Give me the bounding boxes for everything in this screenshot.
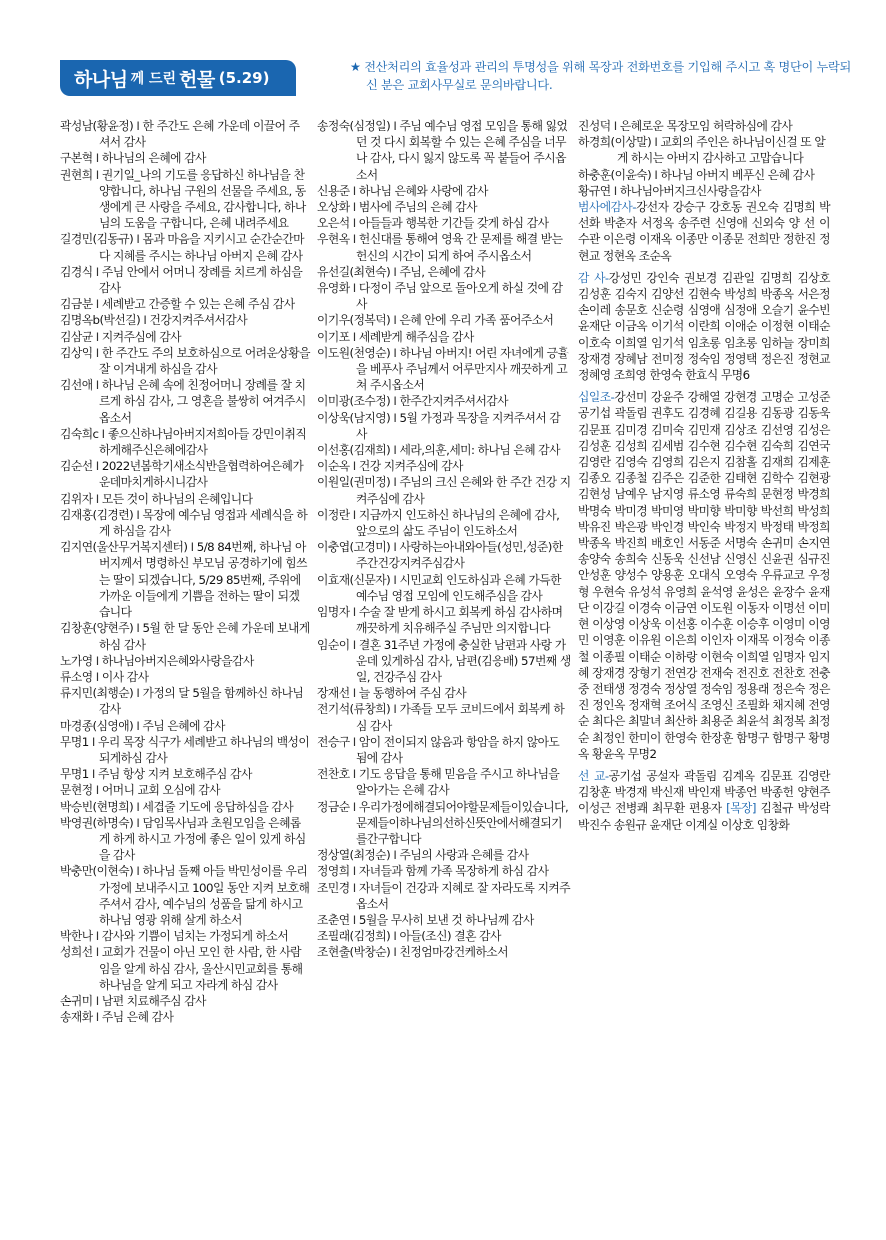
donor-name: 김경식 (60, 264, 93, 279)
offering-message: 이사 감사 (101, 669, 149, 684)
offering-entry (317, 118, 571, 183)
offering-entry (60, 993, 310, 1009)
offering-message: 하나님 돌째 아들 박민성이를 우리 가정에 보내주시고 100일 동안 지켜 보호해 주셔서 감사, 예수님의 성품을 닮게 하시고 하나님 영광 위해 살게 하소서 (98, 864, 310, 927)
offering-entry (578, 183, 830, 199)
donor-name: 오상화 (317, 200, 350, 215)
offering-message: 세례받고 간증할 수 있는 은혜 주심 감사 (101, 297, 295, 312)
offering-message: 하나님 은혜와 사랑에 감사 (358, 183, 488, 198)
offering-message: 사랑하는아내와아들(성민,성준)한주간건강지켜주심감사 (355, 540, 563, 571)
offering-message: 아들(조신) 결혼 감사 (399, 929, 501, 944)
separator: I (140, 313, 150, 328)
offering-message: 건강 지켜주심에 감사 (358, 459, 463, 474)
offering-message: 건강지켜주셔서감사 (149, 313, 248, 328)
offering-message: 가족들 모두 코비드에서 회복케 하심 감사 (355, 702, 565, 733)
offering-entry (317, 458, 571, 474)
offering-entry (60, 620, 310, 652)
offering-message: 아들들과 행복한 기간들 갖게 하심 감사 (358, 216, 549, 231)
offering-entry (317, 847, 571, 863)
offering-entry (60, 491, 310, 507)
separator: I (92, 993, 102, 1008)
group-names: 강선자 강승구 강호동 권오숙 김명희 박선화 박춘자 서정옥 송주련 신영애 신외숙 양 선 이수관 이은령 이재옥 이종만 이종문 전희만 정한진 정현교 정현옥 조순옥 (578, 200, 830, 263)
offering-message: 지금까지 인도하신 하나님의 은혜에 감사, 앞으로의 삶도 주님이 인도하소서 (355, 507, 560, 539)
donor-name: 김금분 (60, 297, 93, 312)
separator: I (390, 443, 400, 458)
offering-message: 주님, 은혜에 감사 (399, 264, 486, 279)
offering-entry (578, 118, 830, 134)
donor-name: 유영화 (317, 281, 350, 296)
offering-entry (60, 296, 310, 312)
donor-name: 조필래(김정희) (317, 929, 391, 944)
separator: I (92, 1010, 102, 1025)
offering-entry (60, 1009, 310, 1025)
separator: I (349, 767, 359, 782)
offering-entry (317, 474, 571, 506)
offering-message: 담임목사님과 초원모임을 은혜롭게 하게 하시고 가정에 좋은 일이 있게 하심을 감사 (98, 815, 306, 863)
donor-name: 김재홍(김경련) (60, 507, 134, 522)
offering-message: 하나님 아버지! 어린 자녀에게 긍휼을 베푸사 주님께서 어루만지사 깨끗하게 고쳐 주시옵소서 (355, 345, 569, 393)
offering-group (578, 270, 830, 383)
separator: I (390, 929, 400, 944)
separator: I (133, 119, 143, 133)
offering-message: 주님 은혜 감사 (101, 1010, 174, 1025)
title-banner (60, 60, 296, 96)
offering-entry (317, 734, 571, 766)
separator: I (349, 459, 359, 474)
offering-entry (60, 264, 310, 296)
offering-message: 5월 가정과 목장을 지켜주셔서 감사 (355, 410, 561, 441)
offering-entry (60, 167, 310, 232)
donor-name: 김순선 (60, 459, 93, 474)
donor-name: 이정란 (317, 507, 350, 522)
title-main-2: 헌물 (179, 68, 215, 91)
offering-entry (317, 912, 571, 928)
separator: I (92, 491, 102, 506)
offering-entry (60, 734, 310, 766)
offering-entry (317, 637, 571, 686)
separator: I (349, 686, 359, 701)
separator: I (390, 572, 400, 587)
offering-message: 교회의 주인은 하나님이신걸 또 알게 하시는 아버지 감사하고 고맙습니다 (616, 135, 826, 166)
offering-message: 자녀들과 함께 가족 목장하게 하심 감사 (358, 864, 549, 879)
separator: I (133, 799, 143, 814)
offering-message: 우리가정에해결되어야할문제들이있습니다,문제들이하나님의선하신뜻안에서해결되기를간구합니다 (355, 799, 569, 846)
separator: I (88, 734, 98, 749)
offering-entry (317, 199, 571, 215)
offering-message: 좋으신하나님아버지저희아들 강민이취직하게해주신은혜에감사 (98, 426, 307, 458)
separator: I (92, 329, 102, 344)
page-header (60, 60, 851, 102)
separator: I (349, 200, 359, 215)
separator: I (133, 815, 143, 830)
offering-column-1 (60, 118, 310, 1025)
group-label: 범사에감사- (578, 200, 636, 215)
donor-name: 노가영 (60, 653, 93, 668)
offering-entry (60, 377, 310, 426)
separator: I (390, 475, 400, 490)
separator: I (133, 232, 143, 247)
offering-message: 자녀들이 건강과 지혜로 잘 자라도록 지켜주옵소서 (355, 880, 571, 911)
offering-entry (60, 231, 310, 263)
offering-entry (317, 766, 571, 798)
offering-entry (60, 928, 310, 944)
separator: I (610, 119, 620, 133)
separator: I (92, 929, 102, 944)
separator: I (349, 507, 359, 522)
separator: I (92, 345, 102, 360)
separator: I (610, 183, 620, 198)
offering-entry (60, 345, 310, 377)
offering-message: 주님의 사랑과 은혜를 감사 (399, 848, 529, 863)
donor-name: 정영희 (317, 864, 350, 879)
offering-message: 우리 목장 식구가 세례받고 하나님의 백성이 되게하심 감사 (98, 734, 310, 765)
separator: I (92, 151, 102, 166)
separator: I (92, 669, 102, 684)
offering-message: 결혼 31주년 가정에 충실한 남편과 사랑 가운데 있게하심 감사, 남편(김응배) 57번째 생일, 건강주심 감사 (355, 637, 571, 684)
donor-name: 조현출(박창순) (317, 945, 391, 960)
separator: I (390, 264, 400, 279)
group-names-2: 김철규 박성락 박진수 송원규 윤재단 이계실 이상호 임창화 (578, 801, 831, 832)
separator: I (349, 734, 359, 749)
donor-name: 마경종(심영애) (60, 718, 134, 733)
separator: I (390, 410, 400, 425)
separator: I (133, 686, 143, 701)
offering-entry (60, 799, 310, 815)
separator: I (349, 281, 359, 296)
group-names: 강선미 강윤주 강해열 강현경 고명순 고성준 공기섭 곽돌림 권후도 김경혜 김길용 김동광 김동욱 김문표 김미경 김미숙 김민재 김상조 김선영 김성은 김성훈 김성희 김세범 김수현 김수현 김숙희 김연국 김영란 김영숙 김영희 김은지 김참홀 김재희 김제훈 김종오 김종철 김주은 김준한 김태현 김학수 김현광 김현성 남예우 남지영 류소영 류숙희 문현정 박경희 박명숙 박미경 박미영 박미향 박미향 박선희 박성희 박유진 박은광 박인경 박인숙 박정지 박정태 박정희 박종옥 박진희 배호인 서동준 서명숙 손귀미 손지연 송양숙 송희숙 신동욱 신선남 신영신 신윤권 심규진 안성훈 양성수 양용훈 오대식 오영숙 우류교코 우정형 우현숙 유성석 유영희 윤석영 윤성은 윤장수 윤재단 이강길 이경숙 이금연 이도원 이동자 이명선 이미현 이상영 이상욱 이선홍 이수훈 이승후 이영미 이영민 이영훈 이유원 이은희 이인자 이재목 이정숙 이종철 이종필 이태순 이하랑 이현숙 이희열 임명자 임지혜 장재경 장형기 전연강 전재숙 전진호 전찬호 전충중 전태생 정경숙 정상열 정숙임 정용래 정은숙 정은진 정인옥 정재혁 조어식 조영신 조필화 채지혜 전영순 최다은 최말녀 최산하 최용준 최윤석 최정복 최정순 최정인 한미이 한영숙 한장훈 함명구 함명구 황명옥 황윤옥 무명2 (578, 390, 830, 761)
donor-name: 김명옥b(박선길) (60, 313, 141, 328)
notice-text: ★ 전산처리의 효율성과 관리의 투명성을 위해 목장과 전화번호를 기입해 주시고 혹 명단이 누락되신 분은 교회사무실로 문의바랍니다. (350, 60, 851, 92)
donor-name: 황규연 (578, 183, 611, 198)
offering-message: 하나님아버지크신사랑을감사 (619, 183, 761, 198)
offering-entry (578, 167, 830, 183)
offering-entry (317, 507, 571, 539)
separator: I (92, 945, 102, 960)
offering-message: 은혜로운 목장모임 허락하심에 감사 (619, 119, 793, 133)
donor-name: 이기포 (317, 329, 350, 344)
donor-name: 전승구 (317, 734, 350, 749)
offering-message: 2022년봄학기새소식반을협력하여은혜가운데마치게하시니감사 (98, 459, 304, 490)
offering-message: 친정엄마강건케하소서 (399, 945, 508, 960)
offering-entry (60, 685, 310, 717)
separator: I (390, 119, 400, 133)
group-label: 선 교- (578, 768, 609, 783)
offering-message: 기도 응답을 통해 믿음을 주시고 하나님을 알아가는 은혜 감사 (355, 767, 560, 798)
donor-name: 길경민(김동규) (60, 232, 134, 247)
offering-message: 목장에 예수님 영접과 세례식을 하게 하심을 감사 (98, 507, 308, 539)
separator: I (349, 183, 359, 198)
donor-name: 김삼균 (60, 329, 93, 344)
offering-message: 가정의 달 5월을 함께하신 하나님 감사 (98, 686, 304, 717)
offering-entry (60, 312, 310, 328)
donor-name: 이원일(권미정) (317, 475, 391, 490)
donor-name: 무명1 (60, 767, 89, 782)
offering-message: 주님의 크신 은혜와 한 주간 건강 지켜주심에 감사 (355, 475, 571, 506)
title-main: 하나님 (74, 68, 128, 91)
donor-name: 임명자 (317, 605, 350, 620)
separator: I (349, 912, 359, 927)
offering-entry (317, 264, 571, 280)
offering-message: 한주간지켜주셔서감사 (399, 394, 508, 409)
separator: I (133, 621, 143, 636)
offering-message: 다정이 주님 앞으로 돌아오게 하실 것에 감사 (355, 281, 563, 312)
donor-name: 무명1 (60, 734, 89, 749)
separator: I (133, 718, 143, 733)
donor-name: 송재화 (60, 1010, 93, 1025)
donor-name: 박충만(이현숙) (60, 864, 134, 879)
offering-message: 주님 예수님 영접 모임을 통해 잃었던 것 다시 회복할 수 있는 은혜 주심을 너무나 감사, 다시 잃지 않도록 꼭 붙들어 주시옵소서 (355, 119, 568, 182)
donor-name: 김숙희c (60, 426, 99, 441)
offering-entry (317, 928, 571, 944)
group-label: 감 사- (578, 270, 609, 285)
offering-entry (317, 329, 571, 345)
offering-message: 5월을 무사히 보낸 것 하나님께 감사 (358, 912, 534, 927)
donor-name: 하경희(이상말) (578, 135, 652, 150)
offering-column-3-entries (578, 118, 830, 199)
separator: I (349, 232, 359, 247)
separator: I (92, 783, 102, 798)
group-label: 십일조- (578, 390, 615, 405)
offering-message: 세례받게 해주심을 감사 (358, 329, 474, 344)
offering-entry (317, 863, 571, 879)
offering-entry (317, 410, 571, 442)
offering-message: 주님 은혜에 감사 (142, 718, 225, 733)
donor-name: 이순옥 (317, 459, 350, 474)
donor-name: 정금순 (317, 799, 350, 814)
donor-name: 장재선 (317, 686, 350, 701)
offering-message: 하나님 아버지 베푸신 은혜 감사 (660, 167, 815, 182)
offering-entry (317, 280, 571, 312)
offering-message: 은혜 안에 우리 가족 품어주소서 (399, 313, 554, 328)
offering-message: 헌신대를 통해여 영육 간 문제를 해결 받는 헌신의 시간이 되게 하여 주시옵소서 (355, 232, 563, 263)
offering-message: 지켜주심에 감사 (101, 329, 182, 344)
group-names: 강성민 강인숙 권보경 김관일 김명희 김상호 김성훈 김숙지 김양선 김현숙 박성희 박종옥 서은정 손이레 송문호 신순령 심영애 심정애 오슬기 윤수빈 윤재단 이금옥 이기석 이란희 이애순 이정현 이태순 이호숙 이희열 임기석 임초롱 임초롱 임하늘 장미희 장재경 장혜남 전미정 정숙임 정영택 정은진 정현교 정혜영 조희영 한영숙 한효식 무명6 (578, 270, 830, 383)
offering-entry (578, 134, 830, 166)
donor-name: 임순이 (317, 637, 350, 652)
separator: I (98, 426, 108, 441)
separator: I (92, 167, 102, 182)
separator: I (88, 767, 98, 782)
separator: I (92, 459, 102, 474)
offering-entry (317, 572, 571, 604)
separator: I (349, 329, 359, 344)
donor-name: 송정숙(심정일) (317, 119, 391, 133)
offering-entry (317, 539, 571, 571)
separator: I (187, 540, 197, 555)
title-connector: 께 드린 (130, 71, 177, 87)
offering-entry (60, 329, 310, 345)
separator: I (92, 297, 102, 312)
donor-name: 신용준 (317, 183, 350, 198)
offering-group (578, 768, 830, 833)
donor-name: 김상익 (60, 345, 93, 360)
group-sublabel: [목장] (726, 801, 756, 816)
offering-entry (317, 604, 571, 636)
offering-message: 늘 동행하여 주심 감사 (358, 686, 467, 701)
offering-entry (60, 815, 310, 864)
separator: I (390, 313, 400, 328)
separator: I (390, 394, 400, 409)
offering-message: 5/8 84번째, 하나님 아버지께서 명령하신 부모님 공경하기에 힘쓰는 딸이 되겠습니다, 5/29 85번째, 주위에 가까운 이들에게 기쁨을 전하는 딸이 되겠습니다 (98, 540, 307, 620)
offering-message: 세겹줄 기도에 응답하심을 감사 (142, 799, 294, 814)
offering-entry (317, 393, 571, 409)
donor-name: 류지민(최행순) (60, 686, 134, 701)
offering-entry (317, 685, 571, 701)
offering-message: 세라,의훈,세미: 하나님 은혜 감사 (399, 443, 560, 458)
separator: I (349, 605, 359, 620)
offering-message: 하나님아버지은혜와사랑을감사 (101, 653, 254, 668)
donor-name: 이충엽(고경미) (317, 540, 391, 555)
separator: I (133, 507, 143, 522)
offering-entry (60, 539, 310, 620)
separator: I (92, 378, 102, 393)
donor-name: 이상욱(남지영) (317, 410, 391, 425)
offering-entry (60, 944, 310, 993)
donor-name: 전기석(류창희) (317, 702, 391, 717)
donor-name: 이선홍(김재희) (317, 443, 391, 458)
offering-column-2 (317, 118, 571, 961)
offering-group (578, 389, 830, 762)
donor-name: 김선애 (60, 378, 93, 393)
donor-name: 유선길(최현숙) (317, 264, 391, 279)
donor-name: 구본혁 (60, 151, 93, 166)
offering-entry (317, 345, 571, 394)
donor-name: 이기우(정복덕) (317, 313, 391, 328)
separator: I (390, 345, 400, 360)
separator: I (349, 880, 359, 895)
offering-entry (317, 183, 571, 199)
offering-message: 남편 치료해주심 감사 (101, 993, 206, 1008)
separator: I (390, 540, 400, 555)
donor-name: 박영권(하명숙) (60, 815, 134, 830)
offering-column-3 (578, 118, 830, 833)
offering-message: 범사에 주님의 은혜 감사 (358, 200, 477, 215)
donor-name: 정상열(최정순) (317, 848, 391, 863)
offering-message: 암이 전이되지 않음과 항암을 하지 않아도 됨에 감사 (355, 734, 560, 765)
donor-name: 김창훈(양현주) (60, 621, 134, 636)
offering-message: 감사와 기쁨이 넘치는 가정되게 하소서 (101, 929, 289, 944)
donor-name: 권현희 (60, 167, 93, 182)
offering-message: 하나님의 은혜에 감사 (101, 151, 206, 166)
offering-message: 모든 것이 하나님의 은혜입니다 (101, 491, 253, 506)
offering-message: 시민교회 인도하심과 은혜 가득한 예수님 영접 모임에 인도해주심을 감사 (355, 572, 561, 603)
offering-group (578, 199, 830, 264)
separator: I (349, 864, 359, 879)
donor-name: 전찬호 (317, 767, 350, 782)
donor-name: 문현정 (60, 783, 93, 798)
donor-name: 하충훈(이윤숙) (578, 167, 652, 182)
donor-name: 진성덕 (578, 119, 611, 133)
offering-message: 권기일_나의 기도를 응답하신 하나님을 찬양합니다, 하나님 구원의 선물을 주세요, 동생에게 큰 사랑을 주세요, 감사합니다, 하나님의 도움을 구합니다, 은혜 내려주세요 (98, 167, 306, 231)
separator: I (390, 945, 400, 960)
offering-entry (60, 653, 310, 669)
offering-entry (317, 312, 571, 328)
donor-name: 김지연(울산무거복지센터) (60, 540, 188, 555)
offering-entry (60, 863, 310, 928)
offering-entry (317, 701, 571, 733)
donor-name: 이효재(신문자) (317, 572, 391, 587)
donor-name: 우현옥 (317, 232, 350, 247)
donor-name: 김위자 (60, 491, 93, 506)
separator: I (651, 135, 661, 150)
offering-entry (317, 215, 571, 231)
offering-entry (60, 118, 310, 150)
separator: I (390, 848, 400, 863)
donor-name: 류소영 (60, 669, 93, 684)
separator: I (349, 216, 359, 231)
offering-message: 교회가 건물이 아닌 모인 한 사람, 한 사람임을 알게 하심 감사, 울산시민교회를 통해 하나님을 알게 되고 자라게 하심 감사 (98, 945, 303, 992)
offering-entry (60, 507, 310, 539)
offering-entry (60, 458, 310, 490)
offering-entry (60, 426, 310, 458)
separator: I (390, 702, 400, 717)
donor-name: 이도원(천영순) (317, 345, 391, 360)
separator: I (92, 264, 102, 279)
donor-name: 조춘연 (317, 912, 350, 927)
offering-entry (317, 799, 571, 848)
offering-entry (60, 766, 310, 782)
separator: I (133, 864, 143, 879)
offering-message: 주님 항상 지켜 보호해주심 감사 (98, 767, 252, 782)
separator: I (349, 637, 359, 652)
donor-name: 이미광(조수정) (317, 394, 391, 409)
offering-entry (317, 944, 571, 960)
offering-entry (60, 150, 310, 166)
offering-entry (317, 231, 571, 263)
offering-message: 몸과 마음을 지키시고 순간순간마다 지혜를 주시는 하나님 아버지 은혜 감사 (98, 232, 304, 263)
offering-entry (60, 669, 310, 685)
offering-message: 수술 잘 받게 하시고 회복케 하심 감사하며 깨끗하게 치유해주실 주님만 의지합니다 (355, 605, 563, 636)
offering-message: 한 주간도 은혜 가운데 이끌어 주셔서 감사 (98, 119, 300, 150)
title-date: (5.29) (218, 69, 270, 87)
donor-name: 곽성남(황윤정) (60, 119, 134, 133)
donor-name: 오은석 (317, 216, 350, 231)
offering-entry (60, 782, 310, 798)
offering-message: 5월 한 달 동안 은혜 가운데 보내게 하심 감사 (98, 621, 310, 652)
group-names: 공기섭 공설자 곽돌림 김계옥 김문표 김영란 김창훈 박경재 박신재 박인재 박종언 박종헌 양현주 이성근 전병쾌 최무환 편용자 (578, 768, 830, 816)
offering-message: 어머니 교회 오심에 감사 (101, 783, 220, 798)
donor-name: 성희선 (60, 945, 93, 960)
offering-message: 한 주간도 주의 보호하심으로 어려운상황을 잘 이겨내게 하심을 감사 (98, 345, 310, 377)
offering-message: 주님 안에서 어머니 장례를 치르게 하심을 감사 (98, 264, 303, 296)
offering-entry (317, 880, 571, 912)
offering-message: 하나님 은혜 속에 친정어머니 장례를 잘 치르게 하심 감사, 그 영혼을 불쌍히 여겨주시옵소서 (98, 378, 306, 425)
offering-entry (60, 718, 310, 734)
separator: I (349, 799, 359, 814)
separator: I (92, 653, 102, 668)
separator: I (651, 167, 661, 182)
offering-groups (578, 199, 830, 833)
donor-name: 박승빈(현명희) (60, 799, 134, 814)
offering-entry (317, 442, 571, 458)
donor-name: 손귀미 (60, 993, 93, 1008)
donor-name: 조민경 (317, 880, 350, 895)
donor-name: 박한나 (60, 929, 93, 944)
